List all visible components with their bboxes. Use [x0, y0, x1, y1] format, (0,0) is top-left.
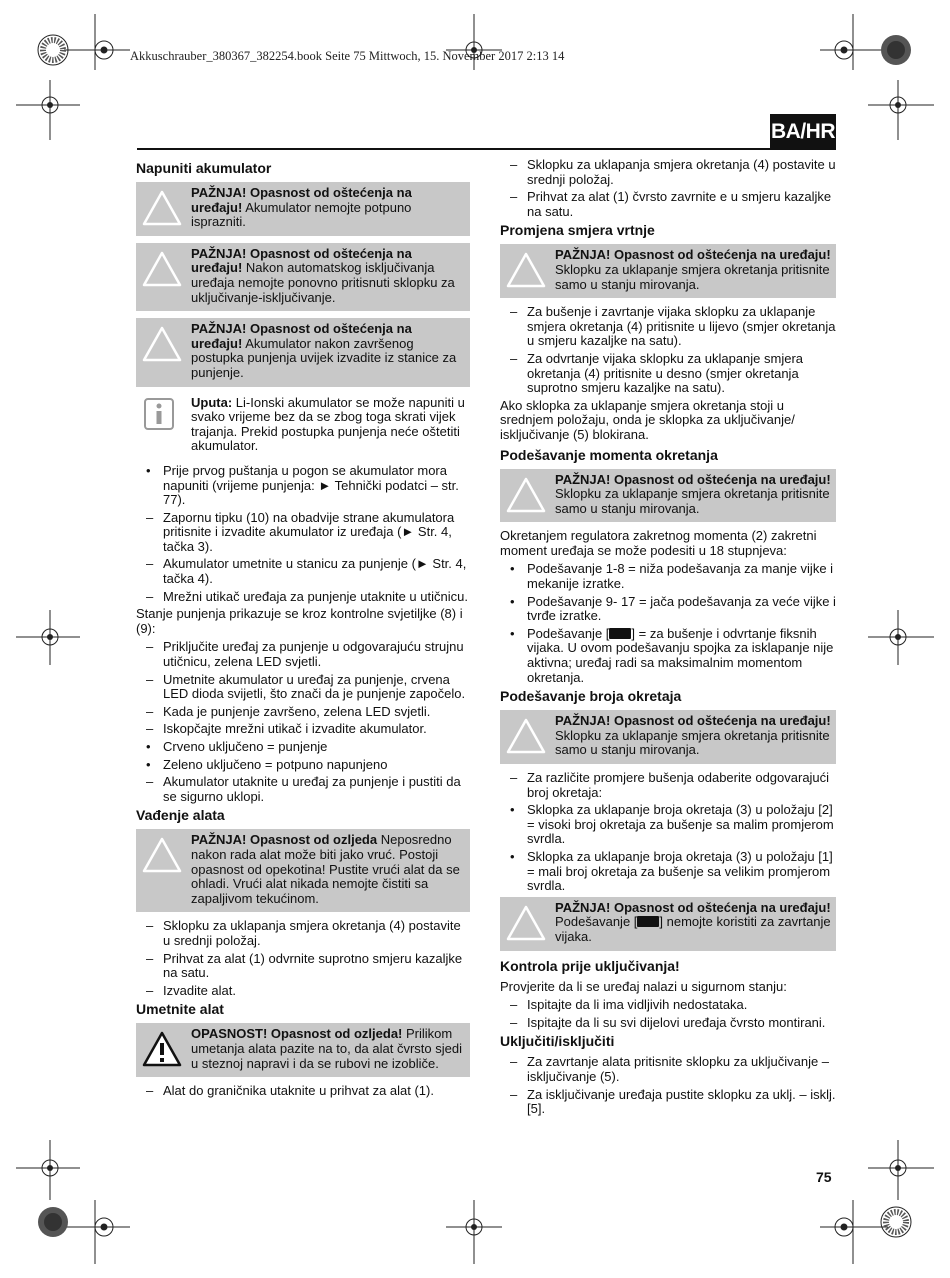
list-item: • Zeleno uključeno = potpuno napunjeno	[146, 756, 388, 772]
info-note	[136, 394, 470, 458]
book-file-info: Akkuschrauber_380367_382254.book Seite 75 Mittwoch, 15. November 2017 2:13 14	[130, 49, 565, 63]
warning-title: PAŽNJA! Opasnost od oštećenja na uređaju!	[555, 247, 831, 263]
warning-triangle-icon	[506, 477, 546, 513]
warning-box	[136, 318, 470, 386]
warning-box	[500, 244, 836, 298]
list-item: – Za zavrtanje alata pritisnite sklopku za uključivanje – isključivanje (5).	[510, 1054, 830, 1084]
section-heading-torque-setting: Podešavanje momenta okretanja	[500, 446, 718, 463]
warning-box	[500, 469, 836, 523]
warning-title: PAŽNJA! Opasnost od ozljeda	[191, 832, 378, 848]
warning-text: Akumulator nakon završenog postupka punjenja uvijek izvadite iz stanice za punjenje.	[191, 335, 457, 380]
list-item: – Mrežni utikač uređaja za punjenje utaknite u utičnicu.	[146, 588, 468, 604]
instruction-list	[500, 305, 836, 396]
list-item: – Ispitajte da li su svi dijelovi uređaja čvrsto montirani.	[510, 1014, 826, 1030]
warning-title: PAŽNJA! Opasnost od oštećenja na uređaju!	[555, 899, 831, 915]
section-heading-insert-tool: Umetnite alat	[136, 1001, 224, 1018]
warning-text: Sklopku za uklapanje smjera okretanja pritisnite samo u stanju mirovanja.	[555, 261, 830, 292]
warning-box	[136, 829, 470, 912]
instruction-list	[136, 919, 470, 998]
warning-box	[500, 710, 836, 764]
paragraph: Stanje punjenja prikazuje se kroz kontrolne svjetiljke (8) i (9):	[136, 606, 463, 636]
list-item: – Sklopku za uklapanja smjera okretanja (4) postavite u srednji položaj.	[510, 157, 836, 187]
warning-title: PAŽNJA! Opasnost od oštećenja na uređaju!	[191, 185, 412, 215]
warning-title: PAŽNJA! Opasnost od oštećenja na uređaju!	[191, 245, 412, 276]
note-title: Uputa:	[191, 394, 233, 410]
list-item: – Umetnite akumulator u uređaj za punjenje, crvena LED dioda svijetli, što znači da je punjenje započelo.	[146, 671, 466, 702]
warning-box	[136, 243, 470, 311]
list-item: – Za različite promjere bušenja odaberite odgovarajući broj okretaja:	[510, 770, 830, 800]
warning-text: Neposredno nakon rada alat može biti jako vruć. Postoji opasnost od opekotina! Pustite vrući alat da se ohladi. Vrući alat nikada nemojte čistiti sa zapaljivom tekućinom.	[191, 832, 460, 906]
warning-text: Nakon automatskog isključivanja uređaja nemojte ponovno pritisnuti sklopku za uključivanje-isključivanje.	[191, 260, 455, 305]
paragraph: Ako sklopka za uklapanje smjera okretanja stoji u srednjem položaju, onda je sklopka za uključivanje/ isključivanje (5) blokirana.	[500, 397, 795, 442]
instruction-list	[500, 998, 836, 1030]
list-item: – Za bušenje i zavrtanje vijaka sklopku za uklapanje smjera okretanja (4) pritisnite u lijevo (smjer okretanja u smjeru kazaljke na satu).	[510, 304, 836, 349]
instruction-list	[136, 464, 470, 604]
list-item: • Podešavanje [ ] = za bušenje i odvrtanje fiksnih vijaka. U ovom podešavanju spojka za isklapanje nije aktivna; uređaj radi sa maksimalnim momentom okretanja.	[510, 625, 834, 685]
info-icon	[144, 398, 174, 430]
warning-text: Sklopku za uklapanje smjera okretanja pritisnite samo u stanju mirovanja.	[555, 727, 830, 758]
drill-mode-icon	[609, 628, 631, 639]
list-item: – Prihvat za alat (1) čvrsto zavrnite e u smjeru kazaljke na satu.	[510, 189, 832, 219]
section-heading-pre-start-check: Kontrola prije uključivanja!	[500, 957, 680, 974]
list-item: – Iskopčajte mrežni utikač i izvadite akumulator.	[146, 721, 427, 737]
right-column	[500, 158, 836, 1120]
warning-box: PAŽNJA! Opasnost od oštećenja na uređaju! Podešavanje [ ] nemojte koristiti za zavrtanje vijaka.	[500, 897, 836, 951]
instruction-list	[136, 1084, 470, 1099]
warning-triangle-icon	[142, 251, 182, 287]
section-heading-remove-tool: Vađenje alata	[136, 807, 225, 824]
warning-box	[136, 182, 470, 236]
section-heading-speed-setting: Podešavanje broja okretaja	[500, 688, 682, 705]
instruction-list	[500, 158, 836, 219]
danger-box	[136, 1023, 470, 1077]
list-item: – Kada je punjenje završeno, zelena LED svjetli.	[146, 703, 431, 719]
list-item: – Akumulator utaknite u uređaj za punjenje i pustiti da se sigurno uklopi.	[146, 774, 461, 804]
list-item: – Zapornu tipku (10) na obadvije strane akumulatora pritisnite i izvadite akumulator iz uređaja (► Str. 4, tačka 3).	[146, 509, 455, 554]
list-item: • Crveno uključeno = punjenje	[146, 739, 328, 754]
warning-text: Sklopku za uklapanje smjera okretanja pritisnite samo u stanju mirovanja.	[555, 486, 830, 516]
warning-title: PAŽNJA! Opasnost od oštećenja na uređaju!	[191, 321, 412, 351]
list-item: – Za odvrtanje vijaka sklopku za uklapanje smjera okretanja (4) pritisnite u desno (smjer okretanja suprotno smjeru kazaljke na satu).	[510, 350, 804, 396]
danger-text: Prilikom umetanja alata pazite na to, da alat čvrsto sjedi u steznoj napravi i da se rubovi ne izobliče.	[191, 1026, 462, 1071]
left-column	[136, 158, 470, 1102]
danger-triangle-icon	[142, 1031, 182, 1067]
warning-triangle-icon	[506, 718, 546, 754]
list-item: • Sklopka za uklapanje broja okretaja (3) u položaju [2] = visoki broj okretaja za bušenje sa malim promjerom svrdla.	[510, 802, 834, 847]
paragraph: Okretanjem regulatora zakretnog momenta (2) zakretni moment uređaja se može podesiti u 18 stupnjeva:	[500, 528, 817, 558]
language-tag: BA/HR	[770, 114, 836, 150]
list-item: • Podešavanje 1-8 = niža podešavanja za manje vijke i mekanije izratke.	[510, 561, 834, 592]
instruction-list	[136, 640, 470, 804]
danger-title: OPASNOST! Opasnost od ozljeda!	[191, 1026, 403, 1042]
drill-mode-icon	[637, 916, 659, 927]
instruction-list	[500, 1055, 836, 1116]
warning-title: PAŽNJA! Opasnost od oštećenja na uređaju!	[555, 471, 831, 487]
instruction-list	[500, 771, 836, 894]
warning-triangle-icon	[506, 905, 546, 941]
warning-triangle-icon	[142, 837, 182, 873]
list-item: – Priključite uređaj za punjenje u odgovarajuću strujnu utičnicu, zelena LED svjetli.	[146, 639, 464, 670]
list-item: – Za isključivanje uređaja pustite sklopku za uklj. – isklj. [5].	[510, 1086, 836, 1117]
paragraph: Provjerite da li se uređaj nalazi u sigurnom stanju:	[500, 978, 787, 994]
list-item: – Sklopku za uklapanja smjera okretanja (4) postavite u srednji položaj.	[146, 918, 461, 948]
list-item: – Alat do graničnika utaknite u prihvat za alat (1).	[146, 1083, 434, 1099]
section-heading-charge-battery: Napuniti akumulator	[136, 160, 272, 176]
instruction-list	[500, 562, 836, 685]
list-item: – Ispitajte da li ima vidljivih nedostataka.	[510, 997, 748, 1013]
note-text: Li-Ionski akumulator se može napuniti u svako vrijeme bez da se zbog toga skrati vijek trajanja. Prekid postupka punjenja neće oštetiti akumulator.	[191, 394, 465, 454]
list-item: • Prije prvog puštanja u pogon se akumulator mora napuniti (vrijeme punjenja: ► Tehnički podatci – str. 77).	[146, 462, 459, 508]
list-item: – Izvadite alat.	[146, 982, 236, 998]
warning-text: Akumulator nemojte potpuno isprazniti.	[191, 199, 412, 230]
warning-triangle-icon	[506, 252, 546, 288]
list-item: – Akumulator umetnite u stanicu za punjenje (► Str. 4, tačka 4).	[146, 556, 467, 587]
page-number: 75	[816, 1169, 832, 1185]
header-rule	[137, 148, 836, 150]
warning-triangle-icon	[142, 190, 182, 226]
list-item: • Sklopka za uklapanje broja okretaja (3) u položaju [1] = mali broj okretaja za bušenje sa velikim promjerom svrdla.	[510, 848, 833, 894]
section-heading-rotation-direction: Promjena smjera vrtnje	[500, 222, 655, 239]
warning-triangle-icon	[142, 326, 182, 362]
warning-title: PAŽNJA! Opasnost od oštećenja na uređaju!	[555, 713, 831, 729]
list-item: – Prihvat za alat (1) odvrnite suprotno smjeru kazaljke na satu.	[146, 950, 463, 981]
list-item: • Podešavanje 9- 17 = jača podešavanja za veće vijke i tvrđe izratke.	[510, 593, 836, 624]
section-heading-on-off: Uključiti/isključiti	[500, 1033, 615, 1050]
